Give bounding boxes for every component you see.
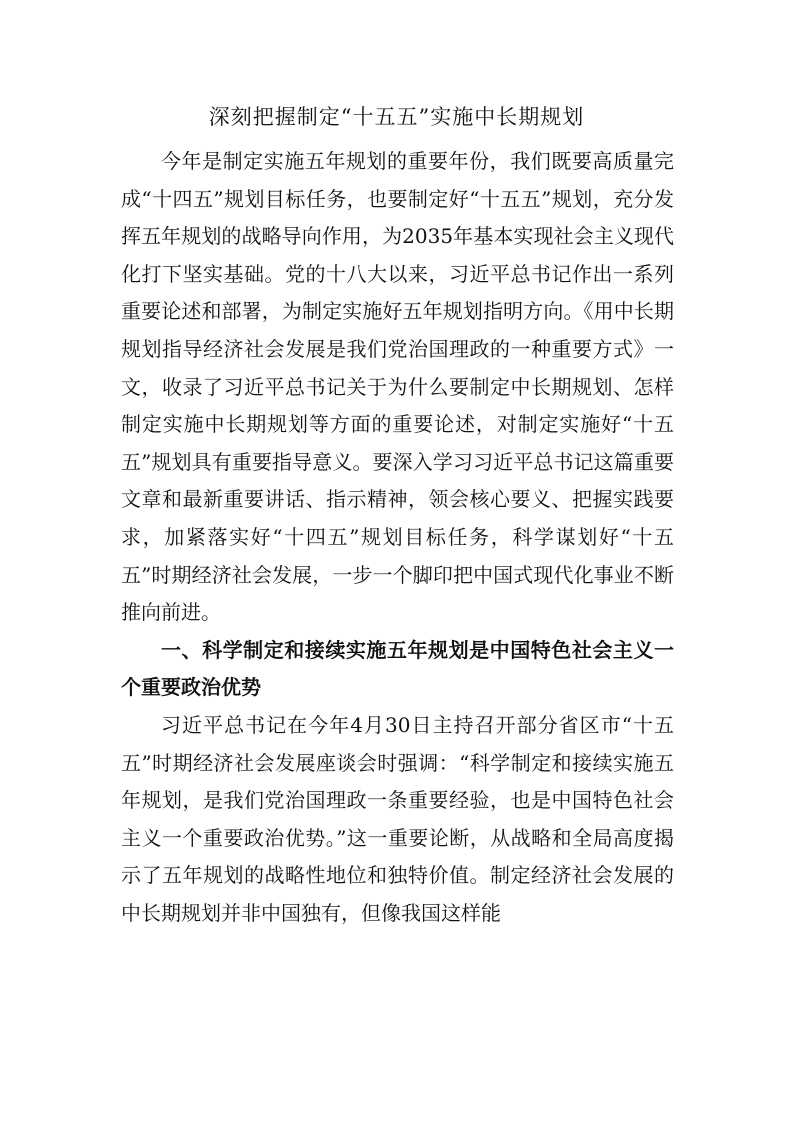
paragraph-section-1: 习近平总书记在今年4月30日主持召开部分省区市“十五五”时期经济社会发展座谈会时强调：“科学制定和接续实施五年规划，是我们党治国理政一条重要经验，也是中国特色社会主义一个重要政治优势。”这一重要论断，从战略和全局高度揭示了五年规划的战略性地位和独特价值。制定经济社会发展的中长期规划并非中国独有，但像我国这样能 [121,712,674,925]
document-title: 深刻把握制定“十五五”实施中长期规划 [208,105,585,129]
document-body [121,143,674,932]
paragraph-intro: 今年是制定实施五年规划的重要年份，我们既要高质量完成“十四五”规划目标任务，也要制定好“十五五”规划，充分发挥五年规划的战略导向作用，为2035年基本实现社会主义现代化打下坚实基础。党的十八大以来，习近平总书记作出一系列重要论述和部署，为制定实施好五年规划指明方向。《用中长期规划指导经济社会发展是我们党治国理政的一种重要方式》一文，收录了习近平总书记关于为什么要制定中长期规划、怎样制定实施中长期规划等方面的重要论述，对制定实施好“十五五”规划具有重要指导意义。要深入学习习近平总书记这篇重要文章和最新重要讲话、指示精神，领会核心要义、把握实践要求，加紧落实好“十四五”规划目标任务，科学谋划好“十五五”时期经济社会发展，一步一个脚印把中国式现代化事业不断推向前进。 [121,149,674,625]
section-heading-1: 一、科学制定和接续实施五年规划是中国特色社会主义一个重要政治优势 [121,637,674,700]
